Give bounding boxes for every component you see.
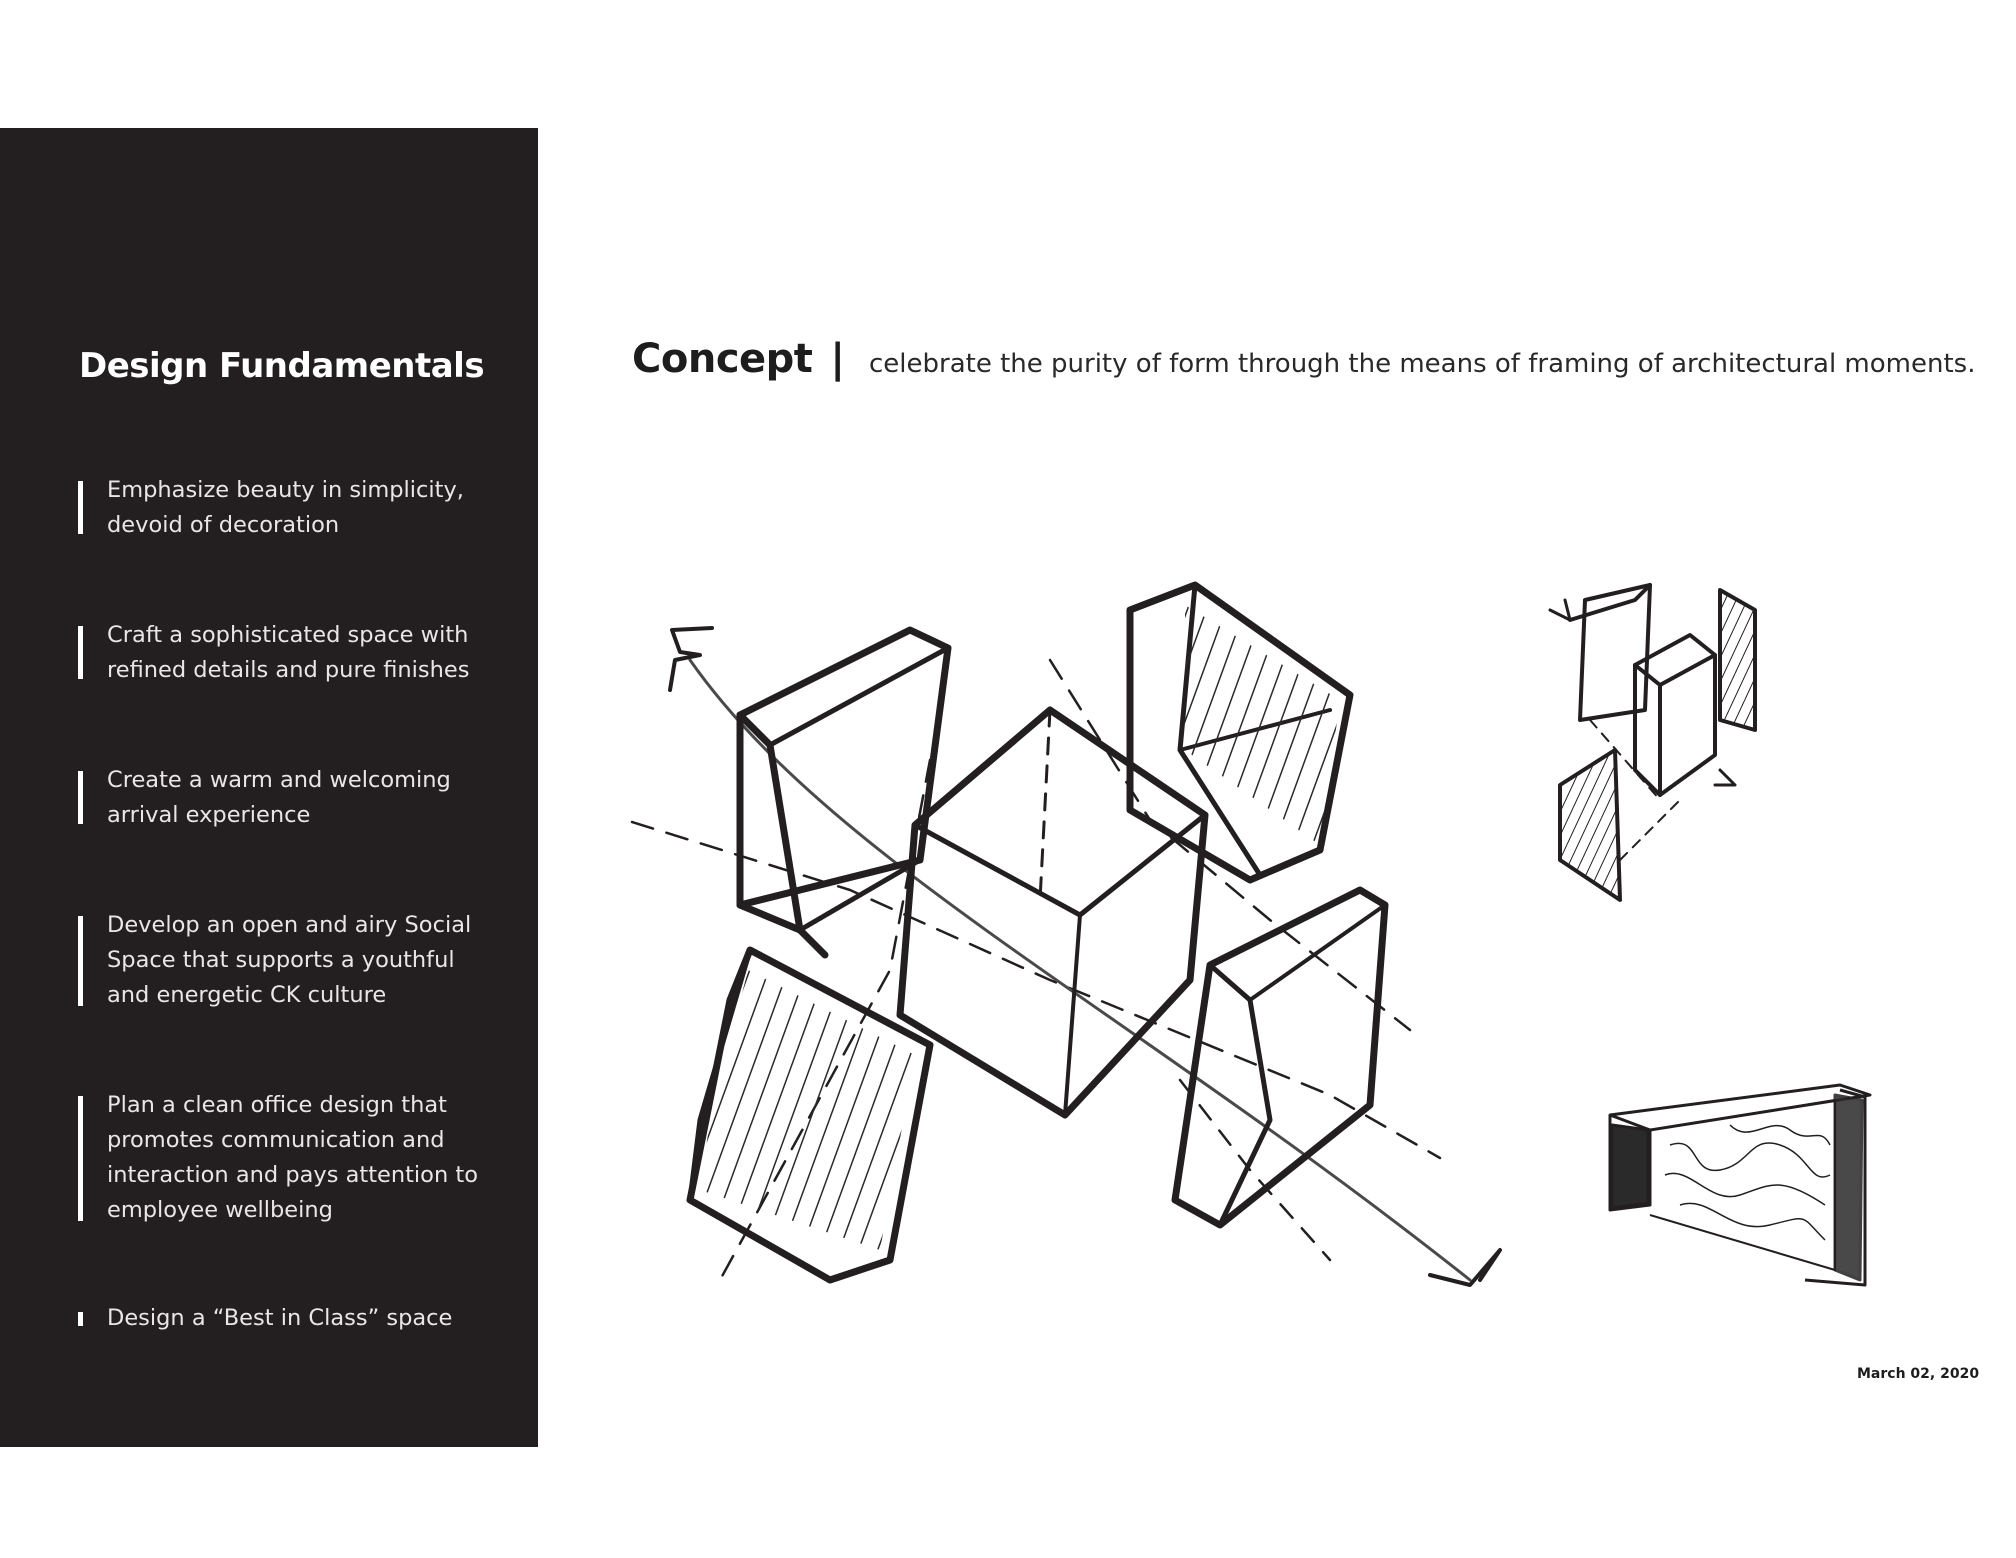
fundamental-text: Plan a clean office design that promotes communication and interaction and pays attention to employee wellbeing: [107, 1092, 478, 1223]
fundamental-text: Create a warm and welcoming arrival experience: [107, 767, 451, 828]
fundamental-item: [78, 1088, 527, 1228]
item-marker: [78, 771, 83, 824]
sidebar-title: Design Fundamentals: [79, 346, 485, 386]
fundamental-item: [78, 1301, 527, 1336]
fundamental-text: Emphasize beauty in simplicity, devoid of decoration: [107, 477, 464, 538]
item-marker: [78, 1312, 83, 1326]
fundamental-item: [78, 763, 527, 833]
sidebar-panel: [0, 128, 538, 1447]
date-stamp: March 02, 2020: [1857, 1366, 1980, 1382]
fundamental-text: Design a “Best in Class” space: [107, 1305, 453, 1331]
concept-heading: [632, 336, 1975, 382]
item-marker: [78, 916, 83, 1006]
concept-separator: |: [830, 336, 846, 382]
concept-statement: celebrate the purity of form through the means of framing of architectural moments.: [869, 349, 1976, 379]
fundamental-text: Develop an open and airy Social Space that supports a youthful and energetic CK culture: [107, 912, 472, 1008]
frame-box-top-left: [740, 630, 948, 930]
fundamental-item: [78, 473, 527, 543]
item-marker: [78, 1096, 83, 1221]
item-marker: [78, 481, 83, 534]
concept-sketch: [630, 560, 1510, 1340]
exploded-box-sketch: [1540, 570, 1810, 910]
concept-label: Concept: [632, 336, 813, 382]
reception-desk-sketch: [1590, 1075, 1890, 1295]
fundamental-item: [78, 618, 527, 688]
central-cube: [900, 710, 1205, 1115]
fundamental-text: Craft a sophisticated space with refined details and pure finishes: [107, 622, 470, 683]
item-marker: [78, 626, 83, 679]
fundamental-item: [78, 908, 527, 1013]
frame-box-bottom-right: [1175, 890, 1385, 1225]
